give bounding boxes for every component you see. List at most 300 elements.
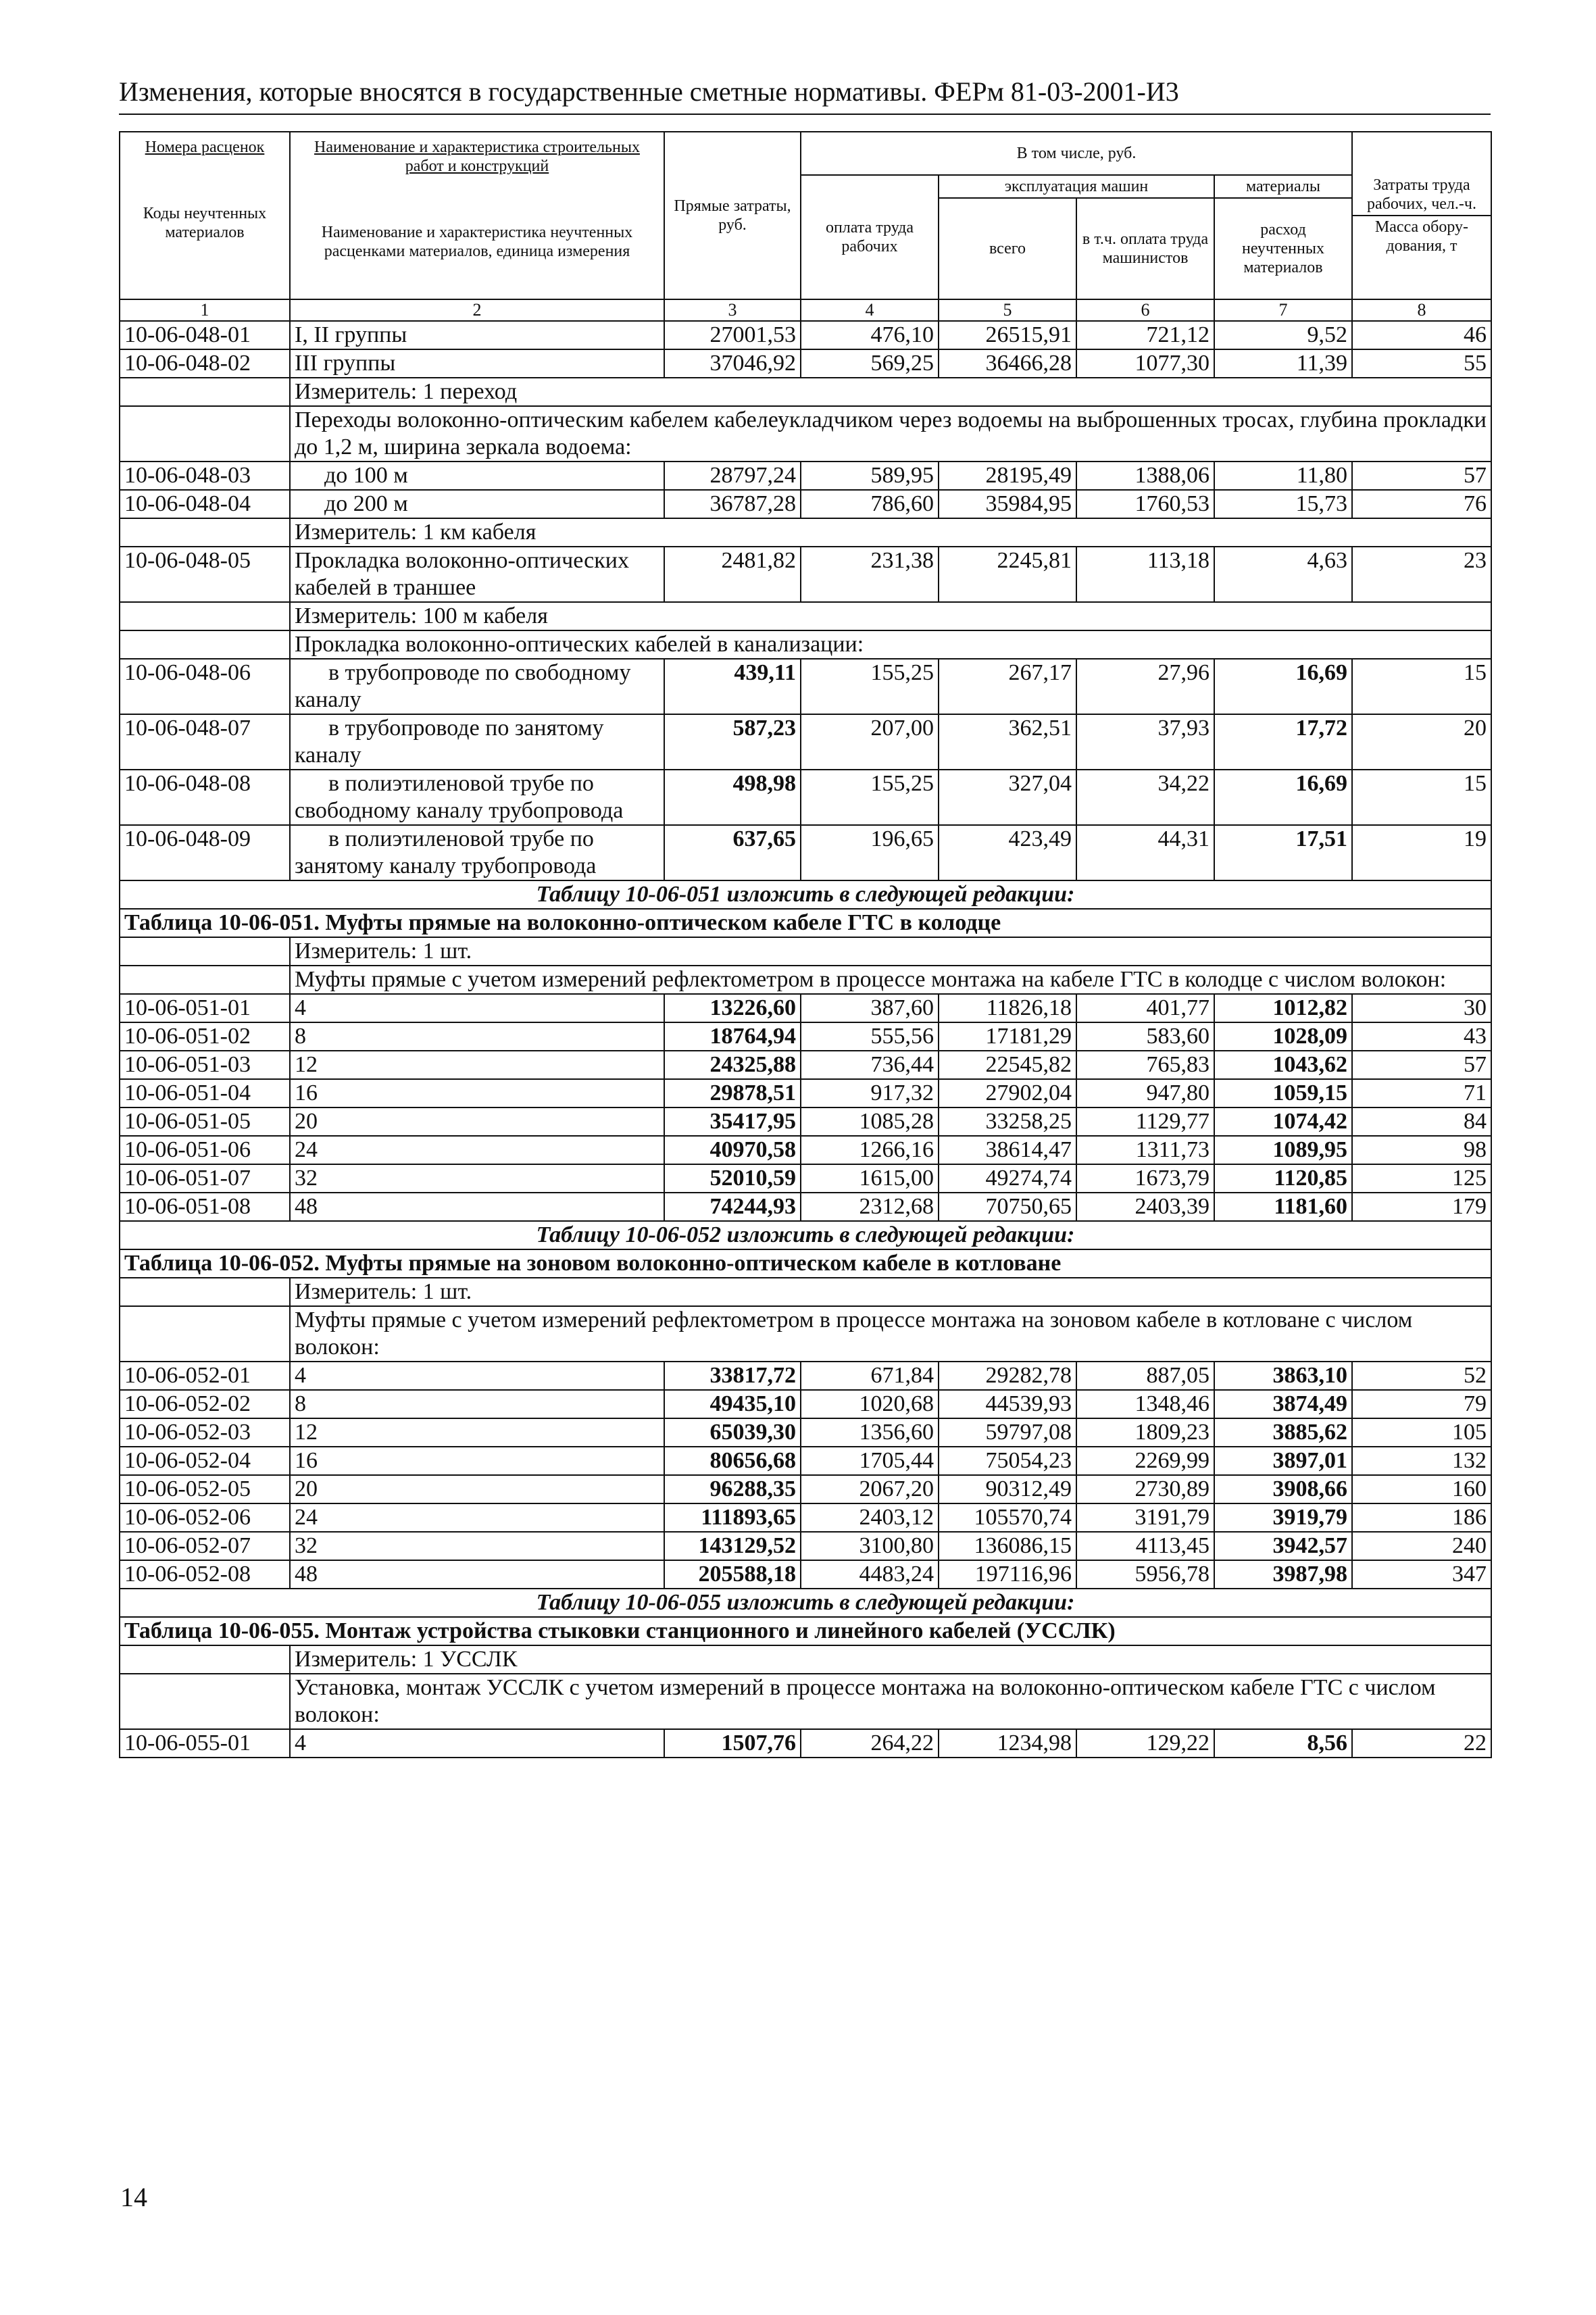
description-text: Муфты прямые с учетом измерений рефлектометром в процессе монтажа на кабеле ГТС в колодце с числом волокон: — [290, 966, 1491, 994]
description-row — [120, 630, 1491, 659]
header-row-1 — [120, 132, 1491, 175]
cell-labor-pay: 2067,20 — [801, 1475, 939, 1503]
row-code: 10-06-051-02 — [120, 1022, 290, 1051]
header-ekspl: эксплуатация машин — [939, 175, 1214, 198]
meter-text: Измеритель: 1 шт. — [290, 937, 1491, 966]
cell-labor-pay: 2403,12 — [801, 1503, 939, 1532]
cell-labor-pay: 1085,28 — [801, 1107, 939, 1136]
instruction-row — [120, 1589, 1491, 1617]
cell-labor-pay: 1615,00 — [801, 1164, 939, 1193]
cell-labor-pay: 1020,68 — [801, 1390, 939, 1418]
page-header: Изменения, которые вносятся в государственные сметные нормативы. ФЕРм 81-03-2001-И3 — [119, 76, 1179, 107]
row-name: 4 — [290, 1729, 664, 1758]
cell-machinists-pay: 3191,79 — [1076, 1503, 1214, 1532]
cell-labor-pay: 917,32 — [801, 1079, 939, 1107]
table-row — [120, 321, 1491, 349]
row-name: до 200 м — [290, 490, 664, 518]
cell-labor-pay: 476,10 — [801, 321, 939, 349]
cell-labor-pay: 1266,16 — [801, 1136, 939, 1164]
row-code: 10-06-052-04 — [120, 1447, 290, 1475]
description-row — [120, 1306, 1491, 1362]
row-name: 32 — [290, 1164, 664, 1193]
cell-materials: 3863,10 — [1214, 1362, 1352, 1390]
cell-machinists-pay: 947,80 — [1076, 1079, 1214, 1107]
empty-cell — [120, 1278, 290, 1306]
cell-labor-hours: 22 — [1352, 1729, 1491, 1758]
cell-direct-cost: 587,23 — [664, 714, 801, 770]
cell-labor-hours: 71 — [1352, 1079, 1491, 1107]
cell-machinists-pay: 2403,39 — [1076, 1193, 1214, 1221]
cell-machines-total: 136086,15 — [939, 1532, 1076, 1560]
table-row — [120, 1136, 1491, 1164]
cell-machinists-pay: 721,12 — [1076, 321, 1214, 349]
cell-machinists-pay: 37,93 — [1076, 714, 1214, 770]
cell-machines-total: 44539,93 — [939, 1390, 1076, 1418]
row-code: 10-06-051-04 — [120, 1079, 290, 1107]
cell-machines-total: 362,51 — [939, 714, 1076, 770]
cell-materials: 16,69 — [1214, 770, 1352, 825]
meter-text: Измеритель: 1 УССЛК — [290, 1645, 1491, 1674]
table-row — [120, 1022, 1491, 1051]
table-row — [120, 1107, 1491, 1136]
table-title-row — [120, 909, 1491, 937]
cell-labor-pay: 1705,44 — [801, 1447, 939, 1475]
cell-machines-total: 423,49 — [939, 825, 1076, 880]
cell-direct-cost: 96288,35 — [664, 1475, 801, 1503]
cell-labor-pay: 196,65 — [801, 825, 939, 880]
cell-materials: 1074,42 — [1214, 1107, 1352, 1136]
header-vsego: всего — [939, 198, 1076, 299]
cell-labor-pay: 786,60 — [801, 490, 939, 518]
row-code: 10-06-051-05 — [120, 1107, 290, 1136]
cell-direct-cost: 143129,52 — [664, 1532, 801, 1560]
header-naim: Наименование и характеристика строительных работ и конструкций — [314, 139, 640, 175]
cell-machinists-pay: 1348,46 — [1076, 1390, 1214, 1418]
colnum: 3 — [664, 299, 801, 321]
meter-text: Измеритель: 1 переход — [290, 378, 1491, 406]
norms-table — [119, 131, 1492, 1758]
cell-labor-hours: 186 — [1352, 1503, 1491, 1532]
row-code: 10-06-051-08 — [120, 1193, 290, 1221]
table-row — [120, 1503, 1491, 1532]
cell-direct-cost: 52010,59 — [664, 1164, 801, 1193]
table-title-row — [120, 1617, 1491, 1645]
cell-machinists-pay: 4113,45 — [1076, 1532, 1214, 1560]
cell-direct-cost: 2481,82 — [664, 547, 801, 602]
header-codes-cell — [120, 132, 290, 299]
cell-direct-cost: 111893,65 — [664, 1503, 801, 1532]
row-code: 10-06-048-02 — [120, 349, 290, 378]
cell-machinists-pay: 1809,23 — [1076, 1418, 1214, 1447]
cell-labor-hours: 179 — [1352, 1193, 1491, 1221]
cell-direct-cost: 439,11 — [664, 659, 801, 714]
table-row — [120, 1051, 1491, 1079]
header-kody: Коды неучтенных материалов — [143, 205, 267, 241]
cell-labor-pay: 264,22 — [801, 1729, 939, 1758]
cell-direct-cost: 36787,28 — [664, 490, 801, 518]
cell-machines-total: 22545,82 — [939, 1051, 1076, 1079]
cell-labor-hours: 76 — [1352, 490, 1491, 518]
cell-machines-total: 90312,49 — [939, 1475, 1076, 1503]
cell-labor-hours: 15 — [1352, 659, 1491, 714]
description-text: Переходы волоконно-оптическим кабелем кабелеукладчиком через водоемы на выброшенных тросах, глубина прокладки до 1,2 м, ширина зеркала водоема: — [290, 406, 1491, 462]
row-code: 10-06-052-06 — [120, 1503, 290, 1532]
cell-machines-total: 197116,96 — [939, 1560, 1076, 1589]
empty-cell — [120, 937, 290, 966]
cell-labor-pay: 589,95 — [801, 462, 939, 490]
row-name: 48 — [290, 1560, 664, 1589]
cell-direct-cost: 1507,76 — [664, 1729, 801, 1758]
cell-machines-total: 267,17 — [939, 659, 1076, 714]
cell-direct-cost: 40970,58 — [664, 1136, 801, 1164]
empty-cell — [120, 1645, 290, 1674]
cell-machinists-pay: 2269,99 — [1076, 1447, 1214, 1475]
table-title-055-text: Таблица 10-06-055. Монтаж устройства стыковки станционного и линейного кабелей (УССЛК) — [124, 1618, 1116, 1643]
cell-direct-cost: 33817,72 — [664, 1362, 801, 1390]
cell-materials: 3885,62 — [1214, 1418, 1352, 1447]
row-name: 20 — [290, 1475, 664, 1503]
description-text: Прокладка волоконно-оптических кабелей в канализации: — [290, 630, 1491, 659]
cell-materials: 1012,82 — [1214, 994, 1352, 1022]
cell-materials: 1043,62 — [1214, 1051, 1352, 1079]
header-pryamye: Прямые затраты, руб. — [664, 132, 801, 299]
table-row — [120, 1560, 1491, 1589]
cell-direct-cost: 637,65 — [664, 825, 801, 880]
table-row — [120, 1729, 1491, 1758]
table-row — [120, 1362, 1491, 1390]
cell-materials: 8,56 — [1214, 1729, 1352, 1758]
cell-materials: 4,63 — [1214, 547, 1352, 602]
page-number: 14 — [120, 2182, 147, 2212]
cell-labor-pay: 569,25 — [801, 349, 939, 378]
cell-labor-hours: 105 — [1352, 1418, 1491, 1447]
cell-direct-cost: 35417,95 — [664, 1107, 801, 1136]
instruction-row — [120, 1221, 1491, 1249]
row-name: 20 — [290, 1107, 664, 1136]
meter-text: Измеритель: 1 км кабеля — [290, 518, 1491, 547]
cell-machines-total: 49274,74 — [939, 1164, 1076, 1193]
instruction-row — [120, 880, 1491, 909]
table-title-row — [120, 1249, 1491, 1278]
table-row — [120, 770, 1491, 825]
cell-materials: 3874,49 — [1214, 1390, 1352, 1418]
meter-row — [120, 602, 1491, 630]
instruction-052: Таблицу 10-06-052 изложить в следующей редакции: — [120, 1221, 1491, 1249]
empty-cell — [120, 1674, 290, 1729]
header-zatraty: Затраты труда рабочих, чел.-ч. — [1367, 176, 1476, 213]
row-code: 10-06-051-03 — [120, 1051, 290, 1079]
cell-direct-cost: 29878,51 — [664, 1079, 801, 1107]
cell-machines-total: 38614,47 — [939, 1136, 1076, 1164]
cell-machinists-pay: 765,83 — [1076, 1051, 1214, 1079]
cell-labor-pay: 207,00 — [801, 714, 939, 770]
cell-machinists-pay: 1129,77 — [1076, 1107, 1214, 1136]
cell-machinists-pay: 27,96 — [1076, 659, 1214, 714]
table-row — [120, 547, 1491, 602]
cell-labor-hours: 23 — [1352, 547, 1491, 602]
cell-labor-pay: 3100,80 — [801, 1532, 939, 1560]
row-name: 16 — [290, 1079, 664, 1107]
cell-labor-hours: 57 — [1352, 1051, 1491, 1079]
description-row — [120, 406, 1491, 462]
cell-labor-pay: 671,84 — [801, 1362, 939, 1390]
cell-labor-pay: 155,25 — [801, 659, 939, 714]
empty-cell — [120, 630, 290, 659]
cell-direct-cost: 498,98 — [664, 770, 801, 825]
table-row — [120, 1418, 1491, 1447]
cell-labor-hours: 98 — [1352, 1136, 1491, 1164]
cell-materials: 17,51 — [1214, 825, 1352, 880]
row-name: 8 — [290, 1022, 664, 1051]
cell-machines-total: 1234,98 — [939, 1729, 1076, 1758]
colnum: 7 — [1214, 299, 1352, 321]
row-code: 10-06-048-04 — [120, 490, 290, 518]
row-code: 10-06-052-01 — [120, 1362, 290, 1390]
colnum: 5 — [939, 299, 1076, 321]
row-name: 12 — [290, 1418, 664, 1447]
cell-materials: 1028,09 — [1214, 1022, 1352, 1051]
cell-labor-pay: 736,44 — [801, 1051, 939, 1079]
cell-direct-cost: 37046,92 — [664, 349, 801, 378]
row-name: 48 — [290, 1193, 664, 1221]
cell-labor-hours: 52 — [1352, 1362, 1491, 1390]
colnum: 4 — [801, 299, 939, 321]
cell-materials: 9,52 — [1214, 321, 1352, 349]
cell-machinists-pay: 34,22 — [1076, 770, 1214, 825]
row-code: 10-06-051-06 — [120, 1136, 290, 1164]
cell-materials: 17,72 — [1214, 714, 1352, 770]
cell-labor-pay: 4483,24 — [801, 1560, 939, 1589]
cell-labor-hours: 57 — [1352, 462, 1491, 490]
cell-direct-cost: 27001,53 — [664, 321, 801, 349]
cell-machines-total: 28195,49 — [939, 462, 1076, 490]
header-v-tom: В том числе, руб. — [801, 132, 1352, 175]
cell-materials: 11,39 — [1214, 349, 1352, 378]
cell-materials: 1120,85 — [1214, 1164, 1352, 1193]
row-name: до 100 м — [290, 462, 664, 490]
cell-machinists-pay: 5956,78 — [1076, 1560, 1214, 1589]
row-code: 10-06-048-05 — [120, 547, 290, 602]
table-title-052: Таблица 10-06-052. Муфты прямые на зоновом волоконно-оптическом кабеле в котловане — [120, 1249, 1491, 1278]
cell-machines-total: 75054,23 — [939, 1447, 1076, 1475]
cell-labor-hours: 79 — [1352, 1390, 1491, 1418]
row-name: в трубопроводе по занятому каналу — [290, 714, 664, 770]
column-number-row — [120, 299, 1491, 321]
row-name: 24 — [290, 1503, 664, 1532]
cell-machines-total: 35984,95 — [939, 490, 1076, 518]
row-code: 10-06-048-09 — [120, 825, 290, 880]
cell-labor-hours: 15 — [1352, 770, 1491, 825]
table-row — [120, 349, 1491, 378]
cell-labor-hours: 19 — [1352, 825, 1491, 880]
cell-machines-total: 11826,18 — [939, 994, 1076, 1022]
cell-machines-total: 59797,08 — [939, 1418, 1076, 1447]
empty-cell — [120, 602, 290, 630]
cell-materials: 1089,95 — [1214, 1136, 1352, 1164]
row-code: 10-06-048-08 — [120, 770, 290, 825]
table-row — [120, 490, 1491, 518]
cell-machinists-pay: 1760,53 — [1076, 490, 1214, 518]
table-row — [120, 1532, 1491, 1560]
cell-materials: 16,69 — [1214, 659, 1352, 714]
table-row — [120, 825, 1491, 880]
header-massa: Масса обору-дования, т — [1353, 215, 1491, 255]
row-code: 10-06-052-08 — [120, 1560, 290, 1589]
cell-materials: 3919,79 — [1214, 1503, 1352, 1532]
cell-machines-total: 27902,04 — [939, 1079, 1076, 1107]
cell-materials: 3908,66 — [1214, 1475, 1352, 1503]
description-text: Установка, монтаж УССЛК с учетом измерений в процессе монтажа на волоконно-оптическом кабеле ГТС с числом волокон: — [290, 1674, 1491, 1729]
meter-row — [120, 1278, 1491, 1306]
colnum: 8 — [1352, 299, 1491, 321]
table-title-051: Таблица 10-06-051. Муфты прямые на волоконно-оптическом кабеле ГТС в колодце — [120, 909, 1491, 937]
description-text: Муфты прямые с учетом измерений рефлектометром в процессе монтажа на зоновом кабеле в котловане с числом волокон: — [290, 1306, 1491, 1362]
cell-materials: 1181,60 — [1214, 1193, 1352, 1221]
cell-machinists-pay: 1388,06 — [1076, 462, 1214, 490]
header-nomera: Номера расценок — [145, 139, 265, 156]
row-code: 10-06-048-06 — [120, 659, 290, 714]
colnum: 1 — [120, 299, 290, 321]
cell-labor-pay: 387,60 — [801, 994, 939, 1022]
cell-labor-hours: 240 — [1352, 1532, 1491, 1560]
cell-machinists-pay: 1673,79 — [1076, 1164, 1214, 1193]
row-code: 10-06-052-05 — [120, 1475, 290, 1503]
cell-machinists-pay: 113,18 — [1076, 547, 1214, 602]
colnum: 6 — [1076, 299, 1214, 321]
table-row — [120, 714, 1491, 770]
cell-materials: 11,80 — [1214, 462, 1352, 490]
table-row — [120, 1447, 1491, 1475]
row-name: в полиэтиленовой трубе по свободному каналу трубопровода — [290, 770, 664, 825]
cell-machinists-pay: 887,05 — [1076, 1362, 1214, 1390]
row-name: III группы — [290, 349, 664, 378]
instruction-051: Таблицу 10-06-051 изложить в следующей редакции: — [120, 880, 1491, 909]
header-rashod: расход неучтенных материалов — [1214, 198, 1352, 299]
row-name: в трубопроводе по свободному каналу — [290, 659, 664, 714]
cell-machines-total: 26515,91 — [939, 321, 1076, 349]
cell-direct-cost: 74244,93 — [664, 1193, 801, 1221]
cell-labor-hours: 347 — [1352, 1560, 1491, 1589]
table-row — [120, 1390, 1491, 1418]
cell-machines-total: 17181,29 — [939, 1022, 1076, 1051]
row-name: 4 — [290, 1362, 664, 1390]
cell-machinists-pay: 1311,73 — [1076, 1136, 1214, 1164]
meter-row — [120, 937, 1491, 966]
cell-machinists-pay: 44,31 — [1076, 825, 1214, 880]
row-name: 24 — [290, 1136, 664, 1164]
cell-labor-hours: 132 — [1352, 1447, 1491, 1475]
row-code: 10-06-048-03 — [120, 462, 290, 490]
cell-direct-cost: 13226,60 — [664, 994, 801, 1022]
table-row — [120, 1475, 1491, 1503]
meter-row — [120, 1645, 1491, 1674]
meter-row — [120, 518, 1491, 547]
cell-labor-hours: 20 — [1352, 714, 1491, 770]
header-rule — [119, 114, 1491, 115]
instruction-055: Таблицу 10-06-055 изложить в следующей редакции: — [120, 1589, 1491, 1617]
colnum: 2 — [290, 299, 664, 321]
cell-machines-total: 29282,78 — [939, 1362, 1076, 1390]
row-name: 12 — [290, 1051, 664, 1079]
meter-text: Измеритель: 100 м кабеля — [290, 602, 1491, 630]
cell-materials: 3987,98 — [1214, 1560, 1352, 1589]
row-code: 10-06-052-03 — [120, 1418, 290, 1447]
row-code: 10-06-048-07 — [120, 714, 290, 770]
cell-machines-total: 105570,74 — [939, 1503, 1076, 1532]
table-title-055 — [120, 1617, 1491, 1645]
cell-labor-hours: 55 — [1352, 349, 1491, 378]
description-row — [120, 966, 1491, 994]
cell-labor-pay: 1356,60 — [801, 1418, 939, 1447]
cell-machinists-pay: 1077,30 — [1076, 349, 1214, 378]
cell-direct-cost: 28797,24 — [664, 462, 801, 490]
row-name: 8 — [290, 1390, 664, 1418]
header-materialy: материалы — [1214, 175, 1352, 198]
cell-machines-total: 327,04 — [939, 770, 1076, 825]
empty-cell — [120, 406, 290, 462]
row-name: 4 — [290, 994, 664, 1022]
row-code: 10-06-051-01 — [120, 994, 290, 1022]
meter-text: Измеритель: 1 шт. — [290, 1278, 1491, 1306]
table-row — [120, 1164, 1491, 1193]
header-naim2: Наименование и характеристика неучтенных расценками материалов, единица измерения — [321, 224, 633, 260]
cell-materials: 3942,57 — [1214, 1532, 1352, 1560]
cell-machines-total: 70750,65 — [939, 1193, 1076, 1221]
cell-labor-hours: 84 — [1352, 1107, 1491, 1136]
cell-materials: 3897,01 — [1214, 1447, 1352, 1475]
row-name: I, II группы — [290, 321, 664, 349]
cell-labor-pay: 2312,68 — [801, 1193, 939, 1221]
cell-labor-pay: 155,25 — [801, 770, 939, 825]
cell-labor-hours: 30 — [1352, 994, 1491, 1022]
cell-direct-cost: 49435,10 — [664, 1390, 801, 1418]
table-row — [120, 994, 1491, 1022]
empty-cell — [120, 378, 290, 406]
table-row — [120, 462, 1491, 490]
header-oplata: оплата труда рабочих — [801, 175, 939, 299]
cell-labor-hours: 125 — [1352, 1164, 1491, 1193]
row-code: 10-06-055-01 — [120, 1729, 290, 1758]
row-name: Прокладка волоконно-оптических кабелей в траншее — [290, 547, 664, 602]
cell-labor-pay: 231,38 — [801, 547, 939, 602]
empty-cell — [120, 1306, 290, 1362]
cell-machinists-pay: 401,77 — [1076, 994, 1214, 1022]
row-code: 10-06-048-01 — [120, 321, 290, 349]
header-name-cell — [290, 132, 664, 299]
row-code: 10-06-052-02 — [120, 1390, 290, 1418]
cell-direct-cost: 65039,30 — [664, 1418, 801, 1447]
cell-machines-total: 36466,28 — [939, 349, 1076, 378]
cell-labor-hours: 46 — [1352, 321, 1491, 349]
cell-labor-hours: 160 — [1352, 1475, 1491, 1503]
cell-materials: 1059,15 — [1214, 1079, 1352, 1107]
table-row — [120, 659, 1491, 714]
cell-machinists-pay: 129,22 — [1076, 1729, 1214, 1758]
row-name: 32 — [290, 1532, 664, 1560]
cell-direct-cost: 80656,68 — [664, 1447, 801, 1475]
row-name: 16 — [290, 1447, 664, 1475]
cell-machines-total: 33258,25 — [939, 1107, 1076, 1136]
cell-materials: 15,73 — [1214, 490, 1352, 518]
cell-labor-hours: 43 — [1352, 1022, 1491, 1051]
cell-direct-cost: 205588,18 — [664, 1560, 801, 1589]
header-vtch: в т.ч. оплата труда машинистов — [1076, 198, 1214, 299]
row-code: 10-06-051-07 — [120, 1164, 290, 1193]
cell-machines-total: 2245,81 — [939, 547, 1076, 602]
cell-machinists-pay: 583,60 — [1076, 1022, 1214, 1051]
table-row — [120, 1079, 1491, 1107]
empty-cell — [120, 966, 290, 994]
